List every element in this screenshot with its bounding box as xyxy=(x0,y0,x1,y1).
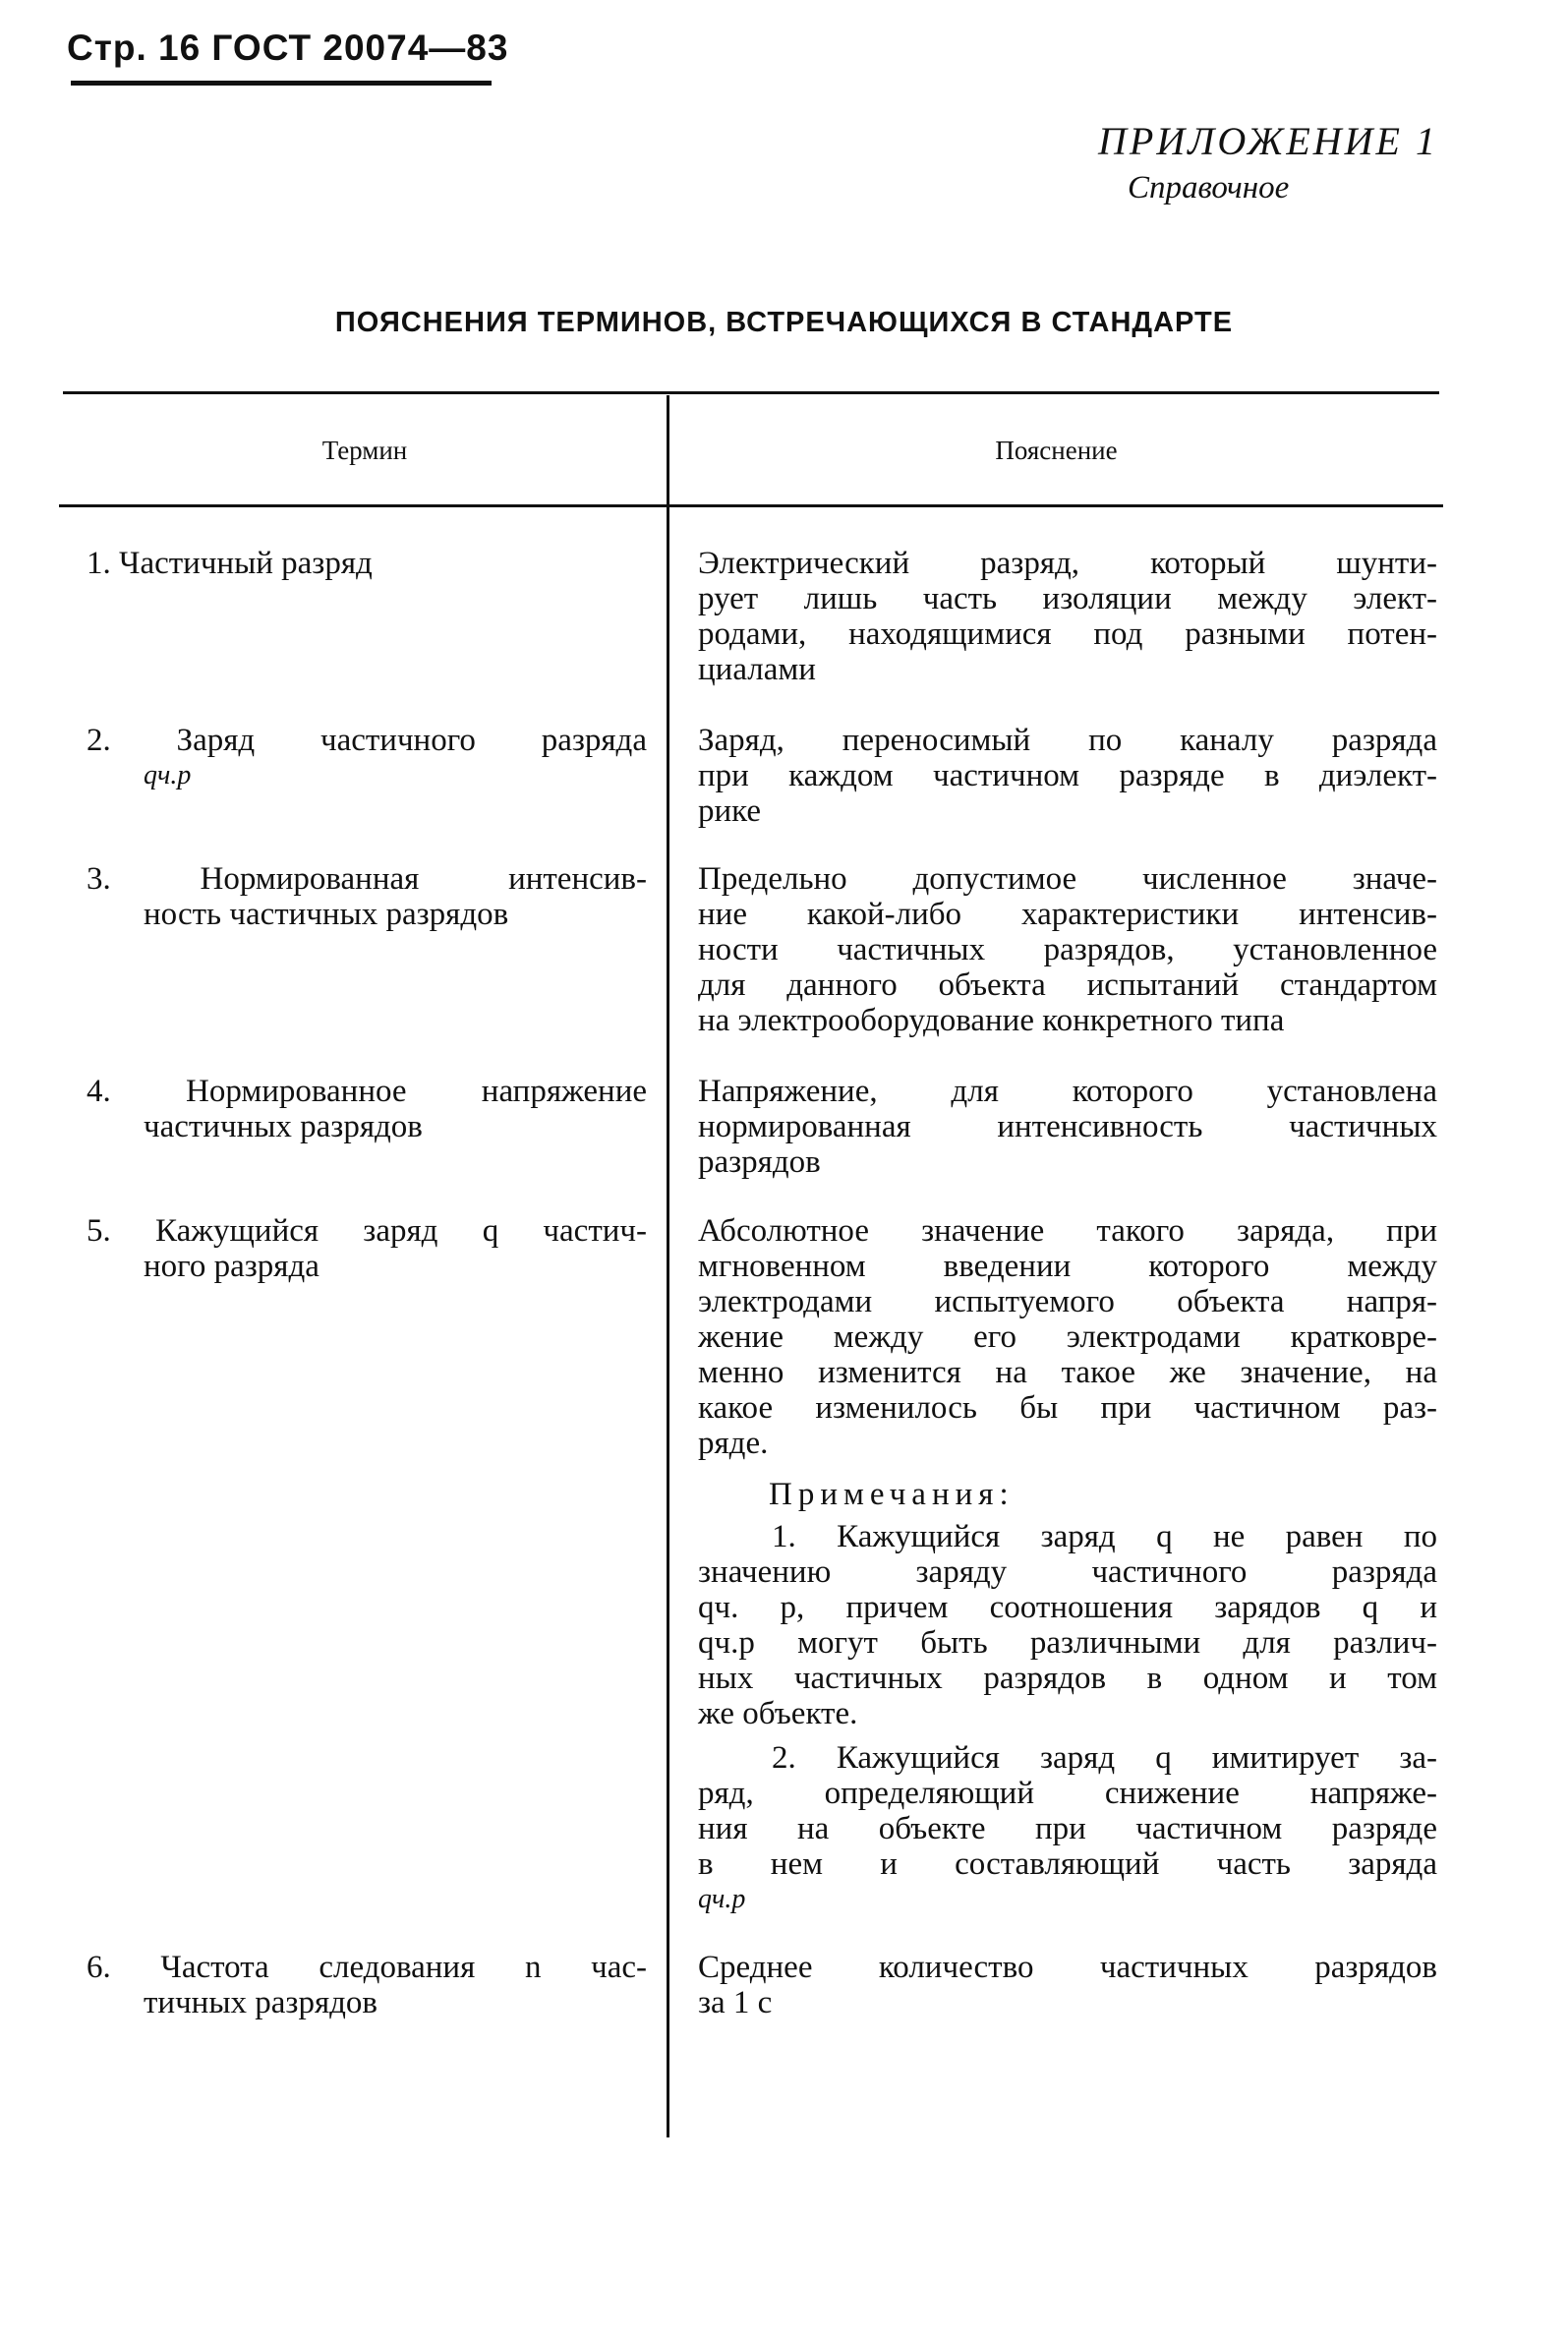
table-top-rule xyxy=(63,391,1439,394)
explanation-2 xyxy=(698,723,1437,829)
explanation-3 xyxy=(698,861,1437,1038)
column-divider xyxy=(667,395,669,2137)
term-line: ного разряда xyxy=(144,1249,319,1284)
explanation-line: нормированная интенсивность частичных xyxy=(698,1109,1437,1144)
explanation-line: мгновенном введении которого между xyxy=(698,1249,1437,1284)
note-line: же объекте. xyxy=(698,1696,858,1731)
explanation-line: разрядов xyxy=(698,1144,821,1180)
explanation-line: Электрический разряд, который шунти- xyxy=(698,546,1437,581)
explanation-line: за 1 с xyxy=(698,1985,773,2020)
explanation-line: ности частичных разрядов, установленное xyxy=(698,932,1437,967)
header-underline xyxy=(71,81,492,86)
note-line: ния на объекте при частичном разряде xyxy=(698,1811,1437,1846)
term-symbol: qч.р xyxy=(144,760,192,790)
explanation-line: электродами испытуемого объекта напря- xyxy=(698,1284,1437,1319)
explanation-line: при каждом частичном разряде в диэлект- xyxy=(698,758,1437,793)
term-line: 2. Заряд частичного разряда xyxy=(87,723,647,758)
column-header-term: Термин xyxy=(321,436,408,465)
note-line: в нем и составляющий часть заряда xyxy=(698,1846,1437,1882)
explanation-line: Среднее количество частичных разрядов xyxy=(698,1950,1437,1985)
note-1 xyxy=(698,1519,1437,1731)
term-4 xyxy=(87,1074,647,1144)
explanation-line: Абсолютное значение такого заряда, при xyxy=(698,1213,1437,1249)
note-line: qч. р, причем соотношения зарядов q и xyxy=(698,1590,1437,1625)
explanation-line: ние какой-либо характеристики интенсив- xyxy=(698,897,1437,932)
explanation-4 xyxy=(698,1074,1437,1180)
term-line: 6. Частота следования n час- xyxy=(87,1950,647,1985)
explanation-line: циалами xyxy=(698,652,816,687)
term-line: 5. Кажущийся заряд q частич- xyxy=(87,1213,647,1249)
term-3 xyxy=(87,861,647,932)
page-header: Стр. 16 ГОСТ 20074—83 xyxy=(67,28,509,68)
explanation-line: жение между его электродами кратковре- xyxy=(698,1319,1437,1355)
explanation-line: рике xyxy=(698,793,762,829)
note-line: 2. Кажущийся заряд q имитирует за- xyxy=(772,1740,1437,1776)
explanation-line: рует лишь часть изоляции между элект- xyxy=(698,581,1437,616)
table-header-rule xyxy=(59,504,1443,507)
explanation-line: для данного объекта испытаний стандартом xyxy=(698,967,1437,1003)
explanation-1 xyxy=(698,546,1437,687)
explanation-line: на электрооборудование конкретного типа xyxy=(698,1003,1285,1038)
term-line: частичных разрядов xyxy=(144,1109,423,1144)
term-line: 1. Частичный разряд xyxy=(87,546,373,581)
term-5 xyxy=(87,1213,647,1284)
term-2 xyxy=(87,723,647,793)
explanation-line: Предельно допустимое численное значе- xyxy=(698,861,1437,897)
term-line: тичных разрядов xyxy=(144,1985,377,2020)
explanation-line: ряде. xyxy=(698,1426,769,1461)
note-symbol: qч.р xyxy=(698,1884,746,1914)
term-6 xyxy=(87,1950,647,2020)
explanation-line: какое изменилось бы при частичном раз- xyxy=(698,1390,1437,1426)
document-title: ПОЯСНЕНИЯ ТЕРМИНОВ, ВСТРЕЧАЮЩИХСЯ В СТАНДАРТЕ xyxy=(334,307,1234,338)
note-line: ряд, определяющий снижение напряже- xyxy=(698,1776,1437,1811)
note-line: 1. Кажущийся заряд q не равен по xyxy=(772,1519,1437,1554)
explanation-6 xyxy=(698,1950,1437,2020)
notes-title: Примечания: xyxy=(769,1477,1015,1512)
explanation-line: Напряжение, для которого установлена xyxy=(698,1074,1437,1109)
term-1 xyxy=(87,546,647,581)
term-line: ность частичных разрядов xyxy=(144,897,509,932)
explanation-line: родами, находящимися под разными потен- xyxy=(698,616,1437,652)
note-line: значению заряду частичного разряда xyxy=(698,1554,1437,1590)
term-line: 4. Нормированное напряжение xyxy=(87,1074,647,1109)
explanation-line: менно изменится на такое же значение, на xyxy=(698,1355,1437,1390)
term-line: 3. Нормированная интенсив- xyxy=(87,861,647,897)
column-header-explanation: Пояснение xyxy=(995,436,1118,465)
note-line: qч.р могут быть различными для различ- xyxy=(698,1625,1437,1661)
appendix-subtitle: Справочное xyxy=(1128,170,1290,205)
appendix-title: ПРИЛОЖЕНИЕ 1 xyxy=(1098,119,1438,163)
note-2 xyxy=(698,1740,1437,1917)
explanation-5 xyxy=(698,1213,1437,1461)
note-line: ных частичных разрядов в одном и том xyxy=(698,1661,1437,1696)
explanation-line: Заряд, переносимый по каналу разряда xyxy=(698,723,1437,758)
